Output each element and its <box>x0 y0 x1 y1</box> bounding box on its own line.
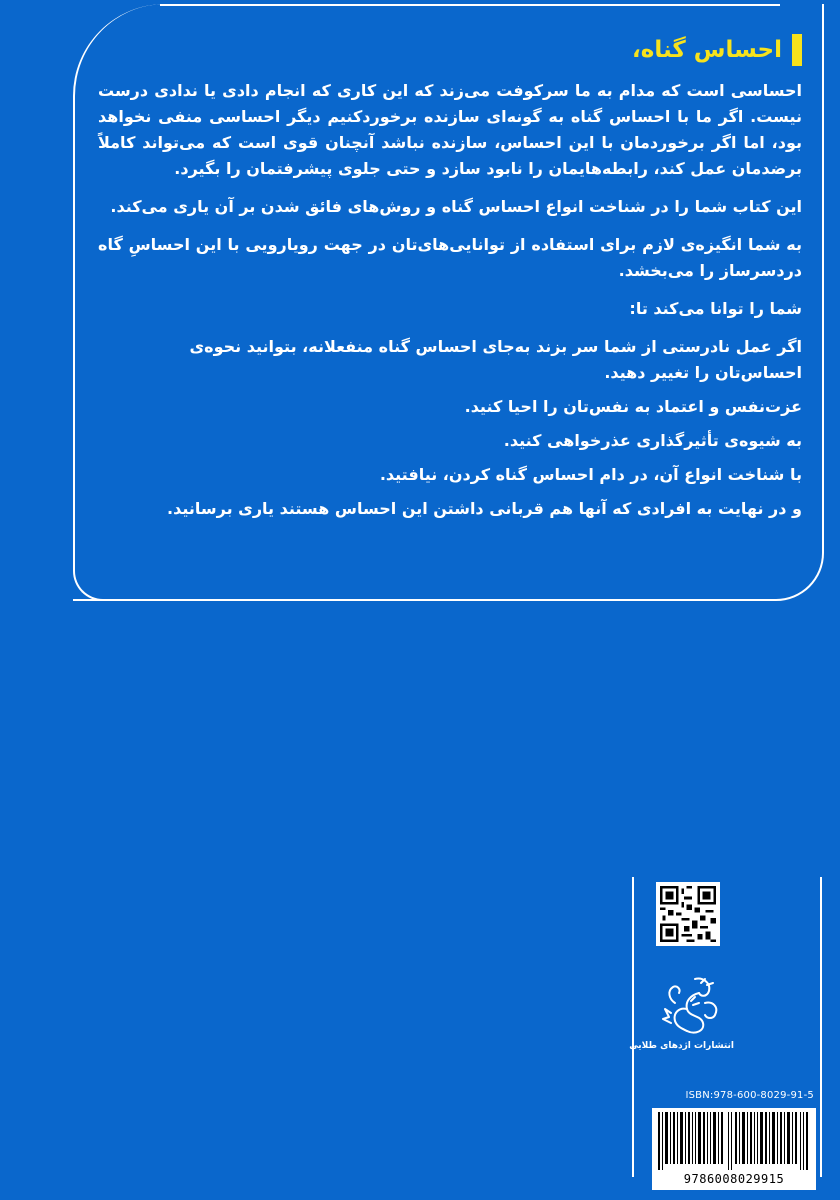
list-item: به شیوه‌ی تأثیرگذاری عذرخواهی کنید. <box>503 431 802 450</box>
barcode-icon <box>658 1112 810 1170</box>
publisher-logo <box>629 973 734 1063</box>
list-item: با شناخت انواع آن، در دام احساس گناه کردن، نیافتید. <box>379 465 802 484</box>
barcode-digits: 9786008029915 <box>683 1172 785 1186</box>
list-item: اگر عمل نادرستی از شما سر بزند به‌جای احساس گناه منفعلانه، بتوانید نحوه‌ی احساس‌تان را تغییر دهید. <box>189 337 802 382</box>
blurb-paragraph: به شما انگیزه‌ی لازم برای استفاده از توانایی‌های‌تان در جهت رویارویی با این احساسِ گاه دردسرساز را می‌بخشد. <box>98 235 802 280</box>
blurb <box>98 34 802 530</box>
isbn-label: ISBN:978-600-8029-91-5 <box>685 1090 814 1101</box>
blurb-heading: احساس گناه، <box>632 37 782 63</box>
list-item: عزت‌نفس و اعتماد به نفس‌تان را احیا کنید. <box>464 397 802 416</box>
qr-code-icon[interactable] <box>656 882 720 946</box>
blurb-paragraph: این کتاب شما را در شناخت انواع احساس گناه و روش‌های فائق شدن بر آن یاری می‌کند. <box>110 197 802 216</box>
heading-accent-bar <box>792 34 802 66</box>
text-frame-top-line <box>160 4 780 6</box>
publisher-name: انتشارات اژدهای طلایی <box>629 1041 734 1051</box>
dragon-logo-icon <box>661 973 723 1039</box>
blurb-paragraph: احساسی است که مدام به ما سرکوفت می‌زند که این کاری که انجام دادی یا ندادی درست نیست. اگر ما با احساس گناه به گونه‌ای سازنده برخوردکنیم دیگر احساسی منفی نخواهد بود، اما اگر برخوردمان با این احساس، سازنده نباشد آنچنان قوی است که می‌تواند کاملاً برضدمان عمل کند، رابطه‌هایمان را نابود سازد و حتی جلوی پیشرفتمان را بگیرد. <box>98 81 802 178</box>
heading-row <box>98 34 802 66</box>
list-item: و در نهایت به افرادی که آنها هم قربانی داشتن این احساس هستند یاری برسانید. <box>167 499 802 518</box>
list-intro: شما را توانا می‌کند تا: <box>629 299 802 318</box>
barcode <box>652 1108 816 1190</box>
